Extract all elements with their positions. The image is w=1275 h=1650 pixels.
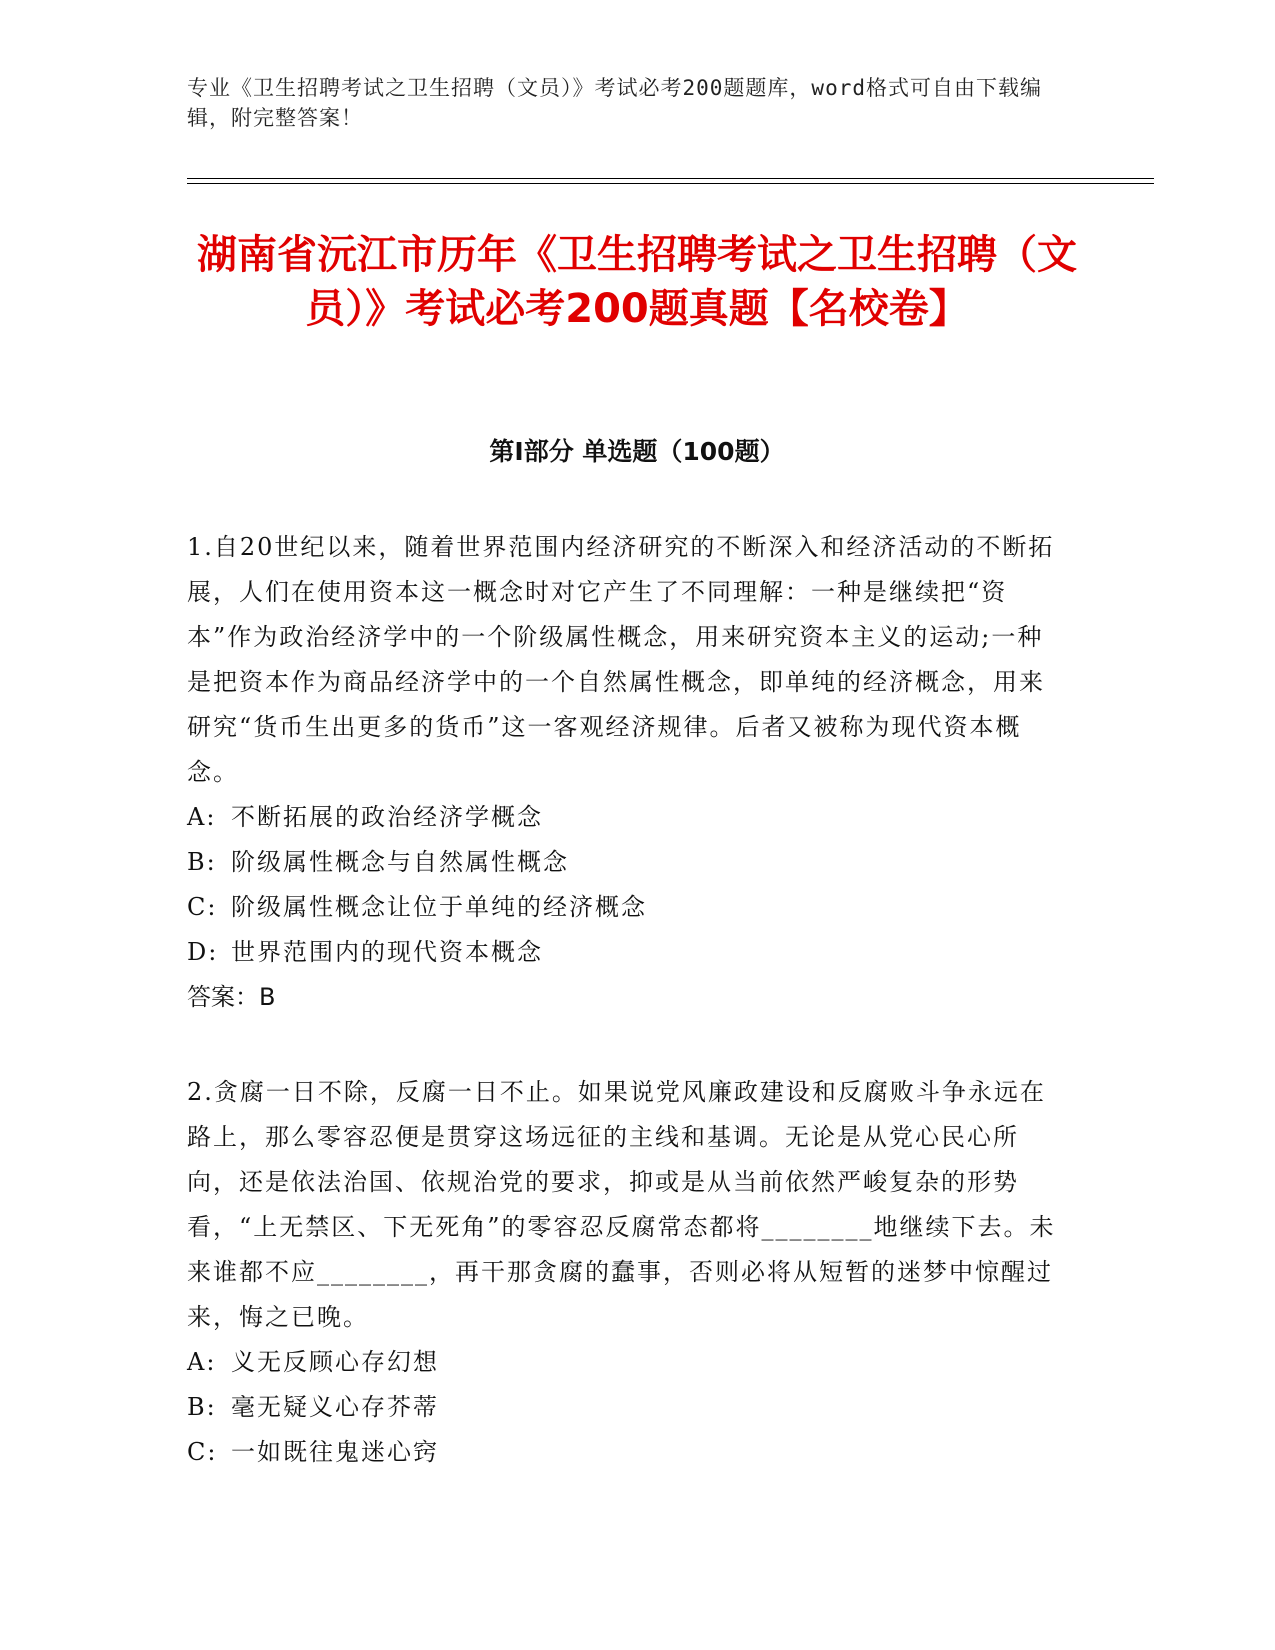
option-text: 不断拓展的政治经济学概念 — [231, 803, 543, 831]
option-d — [187, 930, 1067, 975]
header-note: 专业《卫生招聘考试之卫生招聘（文员）》考试必考200题题库，word格式可自由下载编辑，附完整答案！ — [187, 76, 1042, 130]
option-letter: B: — [187, 1393, 217, 1421]
option-text: 阶级属性概念让位于单纯的经济概念 — [231, 893, 647, 921]
question-2 — [187, 1070, 1067, 1475]
option-letter: C: — [187, 893, 218, 921]
question-stem: 2.贪腐一日不除，反腐一日不止。如果说党风廉政建设和反腐败斗争永远在路上，那么零容忍便是贯穿这场远征的主线和基调。无论是从党心民心所向，还是依法治国、依规治党的要求，抑或是从当前依然严峻复杂的形势看，“上无禁区、下无死角”的零容忍反腐常态都将________地继续下去。未来谁都不应________，再干那贪腐的蠢事，否则必将从短暂的迷梦中惊醒过来，悔之已晚。 — [187, 1078, 1056, 1331]
header-rule-bottom — [187, 183, 1154, 184]
option-b — [187, 840, 1067, 885]
option-text: 一如既往鬼迷心窍 — [231, 1438, 439, 1466]
section-title: 第I部分 单选题（100题） — [489, 437, 785, 466]
option-letter: C: — [187, 1438, 218, 1466]
document-title: 湖南省沅江市历年《卫生招聘考试之卫生招聘（文员）》考试必考200题真题【名校卷】 — [197, 232, 1077, 332]
question-1 — [187, 525, 1067, 1020]
option-text: 义无反顾心存幻想 — [231, 1348, 439, 1376]
option-letter: B: — [187, 848, 217, 876]
option-c — [187, 885, 1067, 930]
option-letter: A: — [187, 803, 217, 831]
option-letter: D: — [187, 938, 219, 966]
option-text: 毫无疑义心存芥蒂 — [231, 1393, 439, 1421]
header-rule-top — [187, 178, 1154, 179]
answer-line: 答案：B — [187, 983, 276, 1011]
option-text: 世界范围内的现代资本概念 — [231, 938, 543, 966]
option-a — [187, 795, 1067, 840]
option-text: 阶级属性概念与自然属性概念 — [231, 848, 569, 876]
option-b — [187, 1385, 1067, 1430]
option-letter: A: — [187, 1348, 217, 1376]
option-c — [187, 1430, 1067, 1475]
option-a — [187, 1340, 1067, 1385]
question-stem: 1.自20世纪以来，随着世界范围内经济研究的不断深入和经济活动的不断拓展，人们在使用资本这一概念时对它产生了不同理解：一种是继续把“资本”作为政治经济学中的一个阶级属性概念，用来研究资本主义的运动;一种是把资本作为商品经济学中的一个自然属性概念，即单纯的经济概念，用来研究“货币生出更多的货币”这一客观经济规律。后者又被称为现代资本概念。 — [187, 533, 1055, 786]
